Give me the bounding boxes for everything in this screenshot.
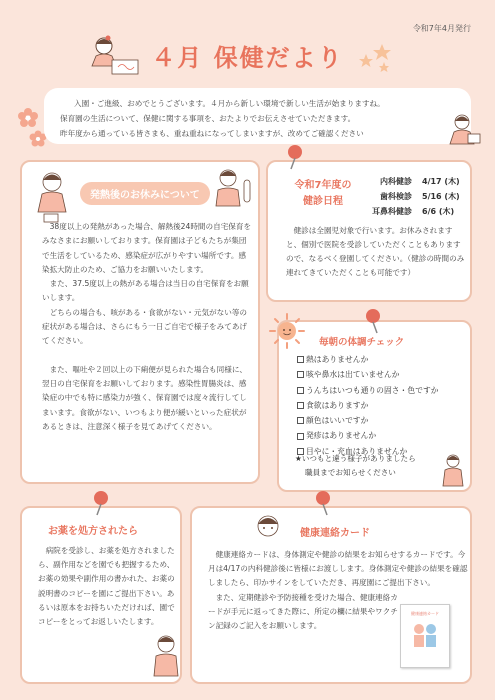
stars-icon	[356, 42, 396, 76]
checklist-item	[297, 428, 439, 443]
checkbox-icon	[297, 356, 304, 363]
checkbox-icon	[297, 417, 304, 424]
health-card-thumbnail	[400, 604, 450, 668]
checkup-title-line1: 令和7年度の	[294, 180, 352, 191]
fever-title: 発熱後のお休みについて	[80, 182, 210, 205]
morning-checklist	[297, 352, 439, 459]
checklist-item	[297, 367, 439, 382]
health-card-section	[190, 506, 472, 684]
health-card-paragraph-2: また、定期健診や予防接種を受けた場合、健康連絡カードが手元に返ってきた際に、所定の欄に結果やワクチン記録のご記入をお願いします。	[208, 592, 398, 631]
page-title: ４月 保健だより	[151, 44, 344, 72]
medicine-card	[20, 506, 182, 684]
checkbox-icon	[297, 402, 304, 409]
morning-check-card	[277, 320, 472, 492]
morning-note-line2: 職員までお知らせください	[305, 468, 396, 477]
intro-line-2: 保育園の生活について、保健に関する事項を、おたよりでお伝えさせていただきます。	[60, 114, 356, 123]
morning-note-line1: ★いつもと違う様子がありましたら	[295, 454, 416, 463]
issue-date: 令和7年4月発行	[412, 24, 471, 33]
checkup-note: 健診は全園児対象で行います。お休みされますと、個別で医院を受診していただくこともありますので、なるべく登園してください。（健診の時間のみ連れてきていただくことも可能です）	[286, 226, 465, 277]
checklist-item	[297, 398, 439, 413]
checklist-item-label: 食欲はありますか	[306, 400, 369, 410]
fever-paragraph-4: また、嘔吐や２回以上の下痢便が見られた場合も同様に、翌日の自宅保育をお願いしております。感染性胃腸炎は、感染症の中でも特に感染力が強く、保育園では度々流行してしまいます。食欲がない、いつもより便が緩いといった症状があるときは、注意深く様子を見てあげてください。	[42, 364, 248, 431]
checklist-item-label: 熱はありませんか	[306, 355, 369, 364]
checkup-item-date: 5/16 (木)	[422, 192, 460, 201]
pushpin-icon	[284, 144, 306, 170]
intro-line-3: 昨年度から通っている皆さまも、重ね重ねになってしまいますが、改めてご確認ください	[60, 129, 364, 138]
child-with-thermometer-illustration	[212, 166, 258, 212]
pushpin-icon	[362, 308, 384, 334]
medicine-title: お薬を処方されたら	[48, 526, 138, 537]
health-card-paragraph-1: 健康連絡カードは、身体測定や健診の結果をお知らせするカードです。今月は4/17の内科健診後に皆様にお渡しします。身体測定や健診の結果を確認しましたら、印かサインをしていただき、再度園にご提出下さい。	[208, 550, 468, 588]
child-reading-illustration	[444, 112, 484, 148]
morning-note	[295, 452, 416, 480]
child-with-parent-illustration	[439, 452, 473, 492]
child-with-card-illustration	[250, 510, 286, 546]
fever-body	[42, 220, 252, 434]
fever-paragraph-1: 38度以上の発熱があった場合、解熱後24時間の自宅保育をみなさまにお願いしております。保育園は子どもたちが集団で生活をしているため、感染症が広がりやすい場所です。感染拡大防止のため、ご協力をお願いいたします。	[42, 222, 252, 274]
checkup-title	[282, 178, 364, 210]
medicine-body: 病院を受診し、お薬を処方されましたら、副作用などを園でも把握するため、お薬の効果や副作用の書かれた、お薬の説明書のコピーを園にご提出下さい。あるいは原本をお持ちいただければ、園でコピーをとってお返しいたします。	[38, 546, 175, 627]
child-with-fever-illustration	[34, 168, 74, 224]
checkup-item-date: 6/6 (木)	[422, 207, 455, 216]
child-drawing-illustration	[82, 34, 144, 78]
health-card-title: 健康連絡カード	[300, 528, 370, 539]
fever-absence-card	[20, 160, 260, 484]
checklist-item-label: うんちはいつも通りの固さ・色ですか	[306, 385, 439, 395]
checkup-item	[380, 189, 460, 204]
checkup-item-name: 内科健診	[380, 177, 412, 186]
checklist-item	[297, 413, 439, 428]
checkup-item-name: 耳鼻科健診	[372, 207, 412, 216]
sun-icon	[268, 312, 306, 350]
checkup-item-date: 4/17 (木)	[422, 177, 460, 186]
checklist-item	[297, 352, 439, 367]
checklist-item-label: 顔色はいいですか	[306, 416, 369, 426]
checkup-item	[372, 204, 460, 219]
checkup-schedule-card	[266, 160, 472, 302]
checkbox-icon	[297, 433, 304, 440]
fever-paragraph-2: また、37.5度以上の熱がある場合は当日の自宅保育をお願いします。	[42, 279, 249, 303]
checkbox-icon	[297, 387, 304, 394]
morning-title: 毎朝の体調チェック	[319, 337, 405, 348]
checkbox-icon	[297, 371, 304, 378]
checkup-title-line2: 健診日程	[303, 196, 343, 207]
checklist-item	[297, 383, 439, 398]
child-taking-medicine-illustration	[148, 632, 188, 682]
intro-message	[44, 88, 471, 144]
fever-paragraph-3: どちらの場合も、咳がある・食欲がない・元気がない等の症状がある場合は、さらにもう一日ご自宅で様子をみてあげてください。	[42, 307, 248, 346]
checkup-item-name: 歯科検診	[380, 192, 412, 201]
pushpin-icon	[90, 490, 112, 516]
pushpin-icon	[312, 490, 334, 516]
health-card-thumbnail-label: 健康連絡カード	[411, 611, 439, 616]
checkup-item	[380, 174, 460, 189]
checklist-item-label: 咳や鼻水は出ていませんか	[306, 370, 400, 380]
checklist-item-label: 発疹はありませんか	[306, 431, 377, 441]
checklist-item-label: 目やに・充血はありませんか	[306, 446, 408, 456]
children-illustration	[401, 621, 449, 651]
intro-line-1: 入園・ご進級、おめでとうございます。４月から新しい環境で新しい生活が始まりますね。	[74, 99, 385, 108]
checkup-list	[372, 174, 460, 219]
